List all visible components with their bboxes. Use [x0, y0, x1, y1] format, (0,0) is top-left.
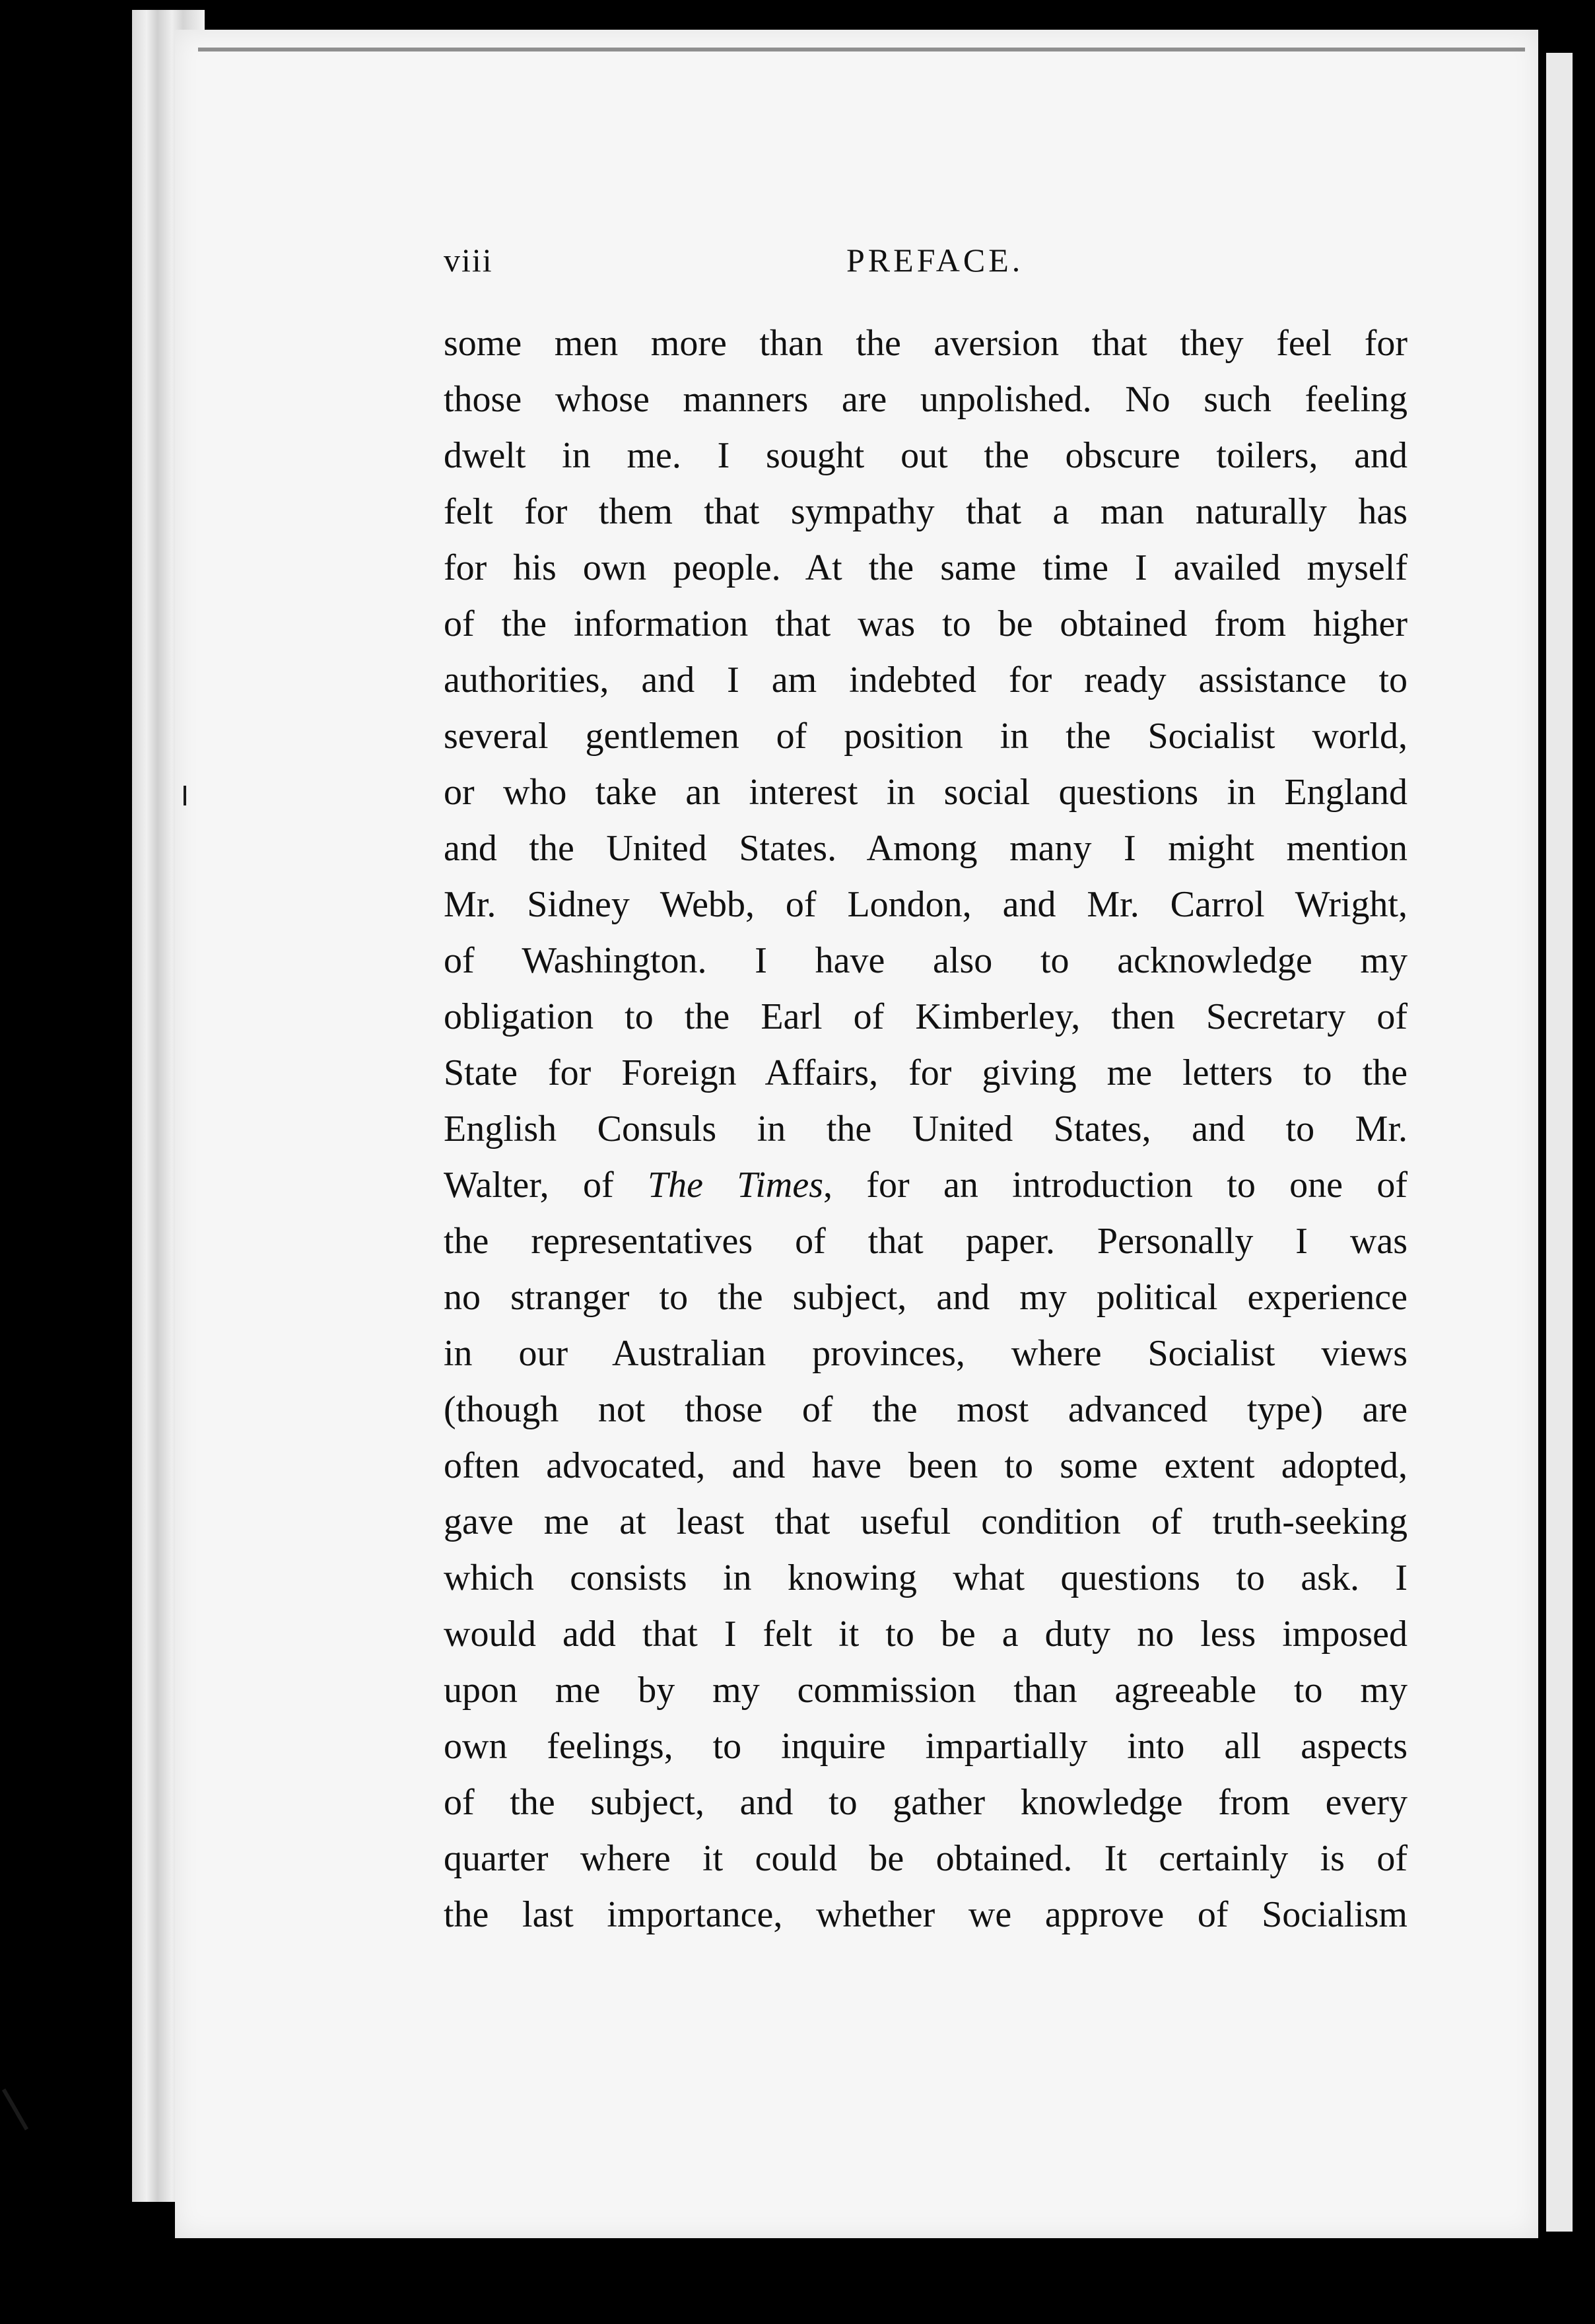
text-line: and the United States. Among many I might mention	[444, 828, 1408, 869]
text-line: upon me by my commission than agreeable to my	[444, 1670, 1408, 1711]
page-header	[444, 241, 1408, 287]
text-line: the last importance, whether we approve of Socialism	[444, 1894, 1408, 1935]
text-line: the representatives of that paper. Personally I was	[444, 1221, 1408, 1262]
text-line: felt for them that sympathy that a man naturally has	[444, 491, 1408, 532]
text-line: of the information that was to be obtained from higher	[444, 603, 1408, 644]
text-line: in our Australian provinces, where Socialist views	[444, 1333, 1408, 1374]
text-line: State for Foreign Affairs, for giving me letters to the	[444, 1052, 1408, 1093]
scan-mark	[184, 786, 186, 805]
text-line: obligation to the Earl of Kimberley, then Secretary of	[444, 996, 1408, 1037]
text-line: English Consuls in the United States, and to Mr.	[444, 1109, 1408, 1149]
text-line: which consists in knowing what questions to ask. I	[444, 1557, 1408, 1598]
text-segment: Walter, of	[444, 1165, 648, 1206]
body-text	[444, 316, 1408, 1943]
text-line: quarter where it could be obtained. It certainly is of	[444, 1838, 1408, 1879]
text-line: gave me at least that useful condition of truth-seeking	[444, 1501, 1408, 1542]
page-top-edge	[198, 48, 1525, 51]
text-line: would add that I felt it to be a duty no less imposed	[444, 1614, 1408, 1655]
text-line: of Washington. I have also to acknowledge my	[444, 940, 1408, 981]
facing-page-edge	[1546, 53, 1573, 2232]
running-title: PREFACE.	[846, 242, 1024, 279]
text-line: (though not those of the most advanced type) are	[444, 1389, 1408, 1430]
text-line: those whose manners are unpolished. No such feeling	[444, 379, 1408, 420]
text-line: several gentlemen of position in the Socialist world,	[444, 716, 1408, 757]
text-line-with-italic	[444, 1157, 1408, 1213]
newspaper-title: The Times	[647, 1165, 823, 1206]
text-line: or who take an interest in social questions in England	[444, 772, 1408, 813]
text-line: of the subject, and to gather knowledge from every	[444, 1782, 1408, 1823]
text-line: often advocated, and have been to some extent adopted,	[444, 1445, 1408, 1486]
text-line: for his own people. At the same time I availed myself	[444, 547, 1408, 588]
text-line: Mr. Sidney Webb, of London, and Mr. Carrol Wright,	[444, 884, 1408, 925]
text-line: no stranger to the subject, and my political experience	[444, 1277, 1408, 1318]
text-segment: , for an introduction to one of	[823, 1165, 1408, 1206]
page-number: viii	[444, 242, 493, 279]
text-line: some men more than the aversion that they feel for	[444, 323, 1408, 364]
text-line: authorities, and I am indebted for ready assistance to	[444, 660, 1408, 701]
text-line: own feelings, to inquire impartially into all aspects	[444, 1726, 1408, 1767]
text-line: dwelt in me. I sought out the obscure toilers, and	[444, 435, 1408, 476]
